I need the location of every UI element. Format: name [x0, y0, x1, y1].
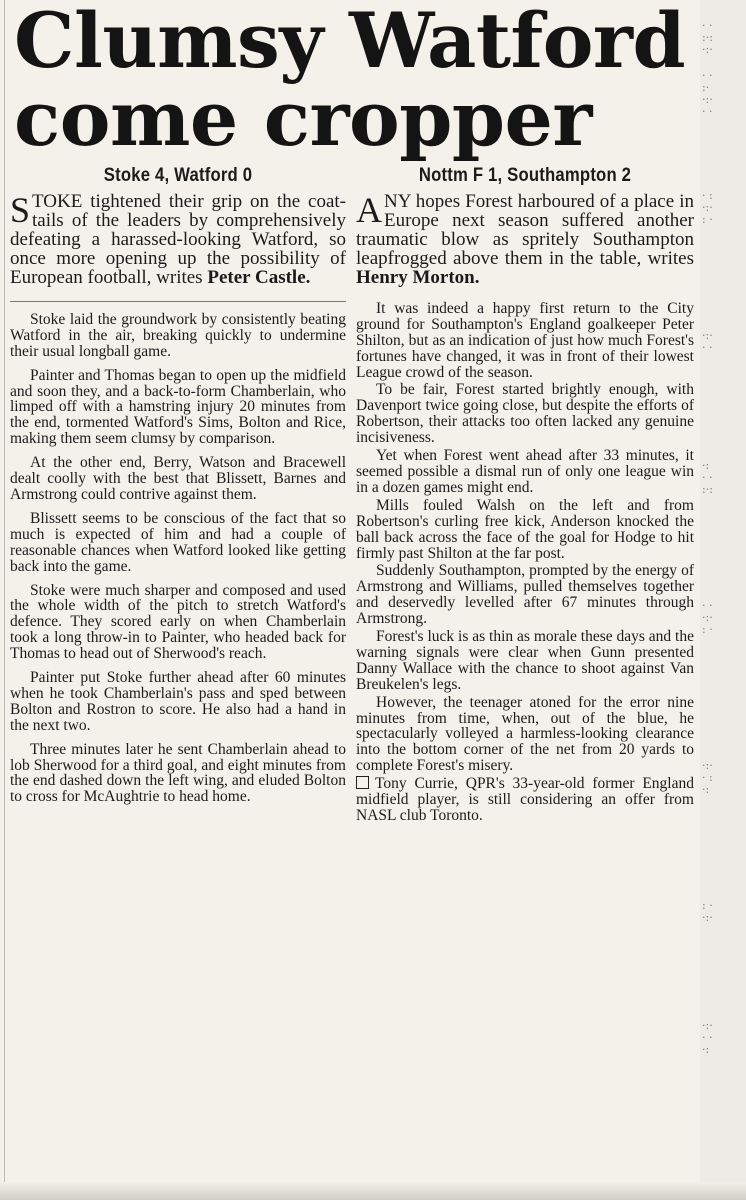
bleed-fragment: ·:· · ·	[702, 329, 713, 354]
forest-southampton-paragraph: To be fair, Forest started brightly enough, with Davenport twice going close, but despite the efforts of Robertson, their attacks too often lacked any genuine incisiveness.	[356, 381, 694, 447]
stoke-watford-heading: Stoke 4, Watford 0	[103, 165, 253, 186]
forest-southampton-article	[356, 165, 694, 826]
forest-southampton-paragraph: Suddenly Southampton, prompted by the energy of Armstrong and Williams, pulled themselves together and deservedly levelled after 67 minutes through Armstrong.	[356, 562, 694, 628]
qpr-news-brief	[356, 776, 694, 824]
stoke-watford-article	[10, 165, 346, 813]
stoke-watford-separator	[10, 301, 346, 302]
bleed-fragment: ·: · · :·:	[702, 459, 713, 496]
stoke-watford-paragraph: Blissett seems to be conscious of the fact that so much is expected of him and had a couple of reasonable chances when Watford looked like getting back into the game.	[10, 509, 346, 575]
bleed-fragment: : · ·:·	[702, 899, 713, 924]
bleed-fragment: ·:· · : ·:	[702, 759, 713, 796]
adjacent-column-bleed	[700, 0, 746, 1200]
forest-southampton-paragraph: Yet when Forest went ahead after 33 minutes, it seemed possible a dismal run of only one league win in a dozen games might end.	[356, 447, 694, 496]
stoke-watford-lead-text: TOKE tightened their grip on the coat-tails of the leaders by comprehensively defeating a harassed-looking Watford, so once more opening up the possibility of European football, writes	[10, 190, 346, 288]
forest-southampton-byline: Henry Morton.	[356, 266, 480, 288]
stoke-watford-paragraph: At the other end, Berry, Watson and Bracewell dealt coolly with the best that Blissett, Barnes and Armstrong could contrive against them.	[10, 454, 346, 503]
stoke-watford-dropcap: S	[10, 189, 31, 230]
forest-southampton-paragraph: Mills fouled Walsh on the left and from Robertson's curling free kick, Anderson knocked the ball back across the face of the goal for Hodge to hit firmly past Shilton at the far post.	[356, 496, 694, 562]
stoke-watford-paragraph: Three minutes later he sent Chamberlain ahead to lob Sherwood for a third goal, and eight minutes from the end dashed down the left wing, and eluded Bolton to cross for McAughtrie to head home.	[10, 740, 346, 806]
bleed-fragment: · · :· ·:· · ·	[702, 69, 713, 118]
headline-line-2: come cropper	[14, 74, 592, 163]
bleed-fragment: · · ·:· : ·	[702, 599, 713, 636]
stoke-watford-paragraph: Painter put Stoke further ahead after 60 minutes when he took Chamberlain's pass and sped between Bolton and Rostron to score. He also had a hand in the next two.	[10, 669, 346, 734]
forest-southampton-paragraph: Forest's luck is as thin as morale these days and the warning signals were clear when Gunn presented Danny Wallace with the chance to shoot against Van Breukelen's legs.	[356, 628, 694, 693]
stoke-watford-paragraph: Painter and Thomas began to open up the midfield and soon they, and a back-to-form Chamberlain, who limped off with a hamstring injury 20 minutes from the end, tormented Watford's Sims, Bolton and Rice, making them seem clumsy by comparison.	[10, 366, 346, 448]
bleed-fragment: · · :·: ·:·	[702, 19, 713, 56]
bleed-fragment: · : ·:· : ·	[702, 189, 713, 226]
forest-southampton-dropcap: A	[356, 189, 382, 230]
stoke-watford-paragraph: Stoke laid the groundwork by consistently beating Watford in the air, breaking quickly to undermine their usual longball game.	[10, 310, 346, 360]
forest-southampton-paragraph: However, the teenager atoned for the error nine minutes from time, when, out of the blue, he spectacularly volleyed a harmless-looking clearance into the bottom corner of the net from 20 yards to complete Forest's misery.	[356, 693, 694, 775]
left-margin-rule	[4, 0, 5, 1200]
forest-southampton-lead	[356, 189, 694, 288]
forest-southampton-heading: Nottm F 1, Southampton 2	[418, 165, 632, 186]
bleed-fragment: ·:· · · ·:	[702, 1019, 713, 1056]
headline-line-1: Clumsy Watford	[14, 0, 686, 85]
stoke-watford-byline: Peter Castle.	[207, 266, 311, 288]
qpr-news-brief-text: Tony Currie, QPR's 33-year-old former England midfield player, is still considering an offer from NASL club Toronto.	[356, 775, 694, 824]
next-article-edge	[0, 1182, 746, 1200]
headline	[14, 0, 694, 163]
bullet-box-icon	[356, 776, 369, 789]
stoke-watford-paragraph: Stoke were much sharper and composed and used the whole width of the pitch to stretch Watford's defence. They scored early on when Chamberlain took a long throw-in to Painter, who headed back for Thomas to head out of Sherwood's reach.	[10, 581, 346, 663]
stoke-watford-lead	[10, 189, 346, 288]
forest-southampton-lead-text: NY hopes Forest harboured of a place in Europe next season suffered another traumatic blow as spritely Southampton leapfrogged above them in the table, writes	[356, 190, 694, 269]
forest-southampton-paragraph: It was indeed a happy first return to the City ground for Southampton's England goalkeeper Peter Shilton, but as an indication of just how much Forest's fortunes have changed, it was in front of their lowest League crowd of the season.	[356, 299, 694, 381]
